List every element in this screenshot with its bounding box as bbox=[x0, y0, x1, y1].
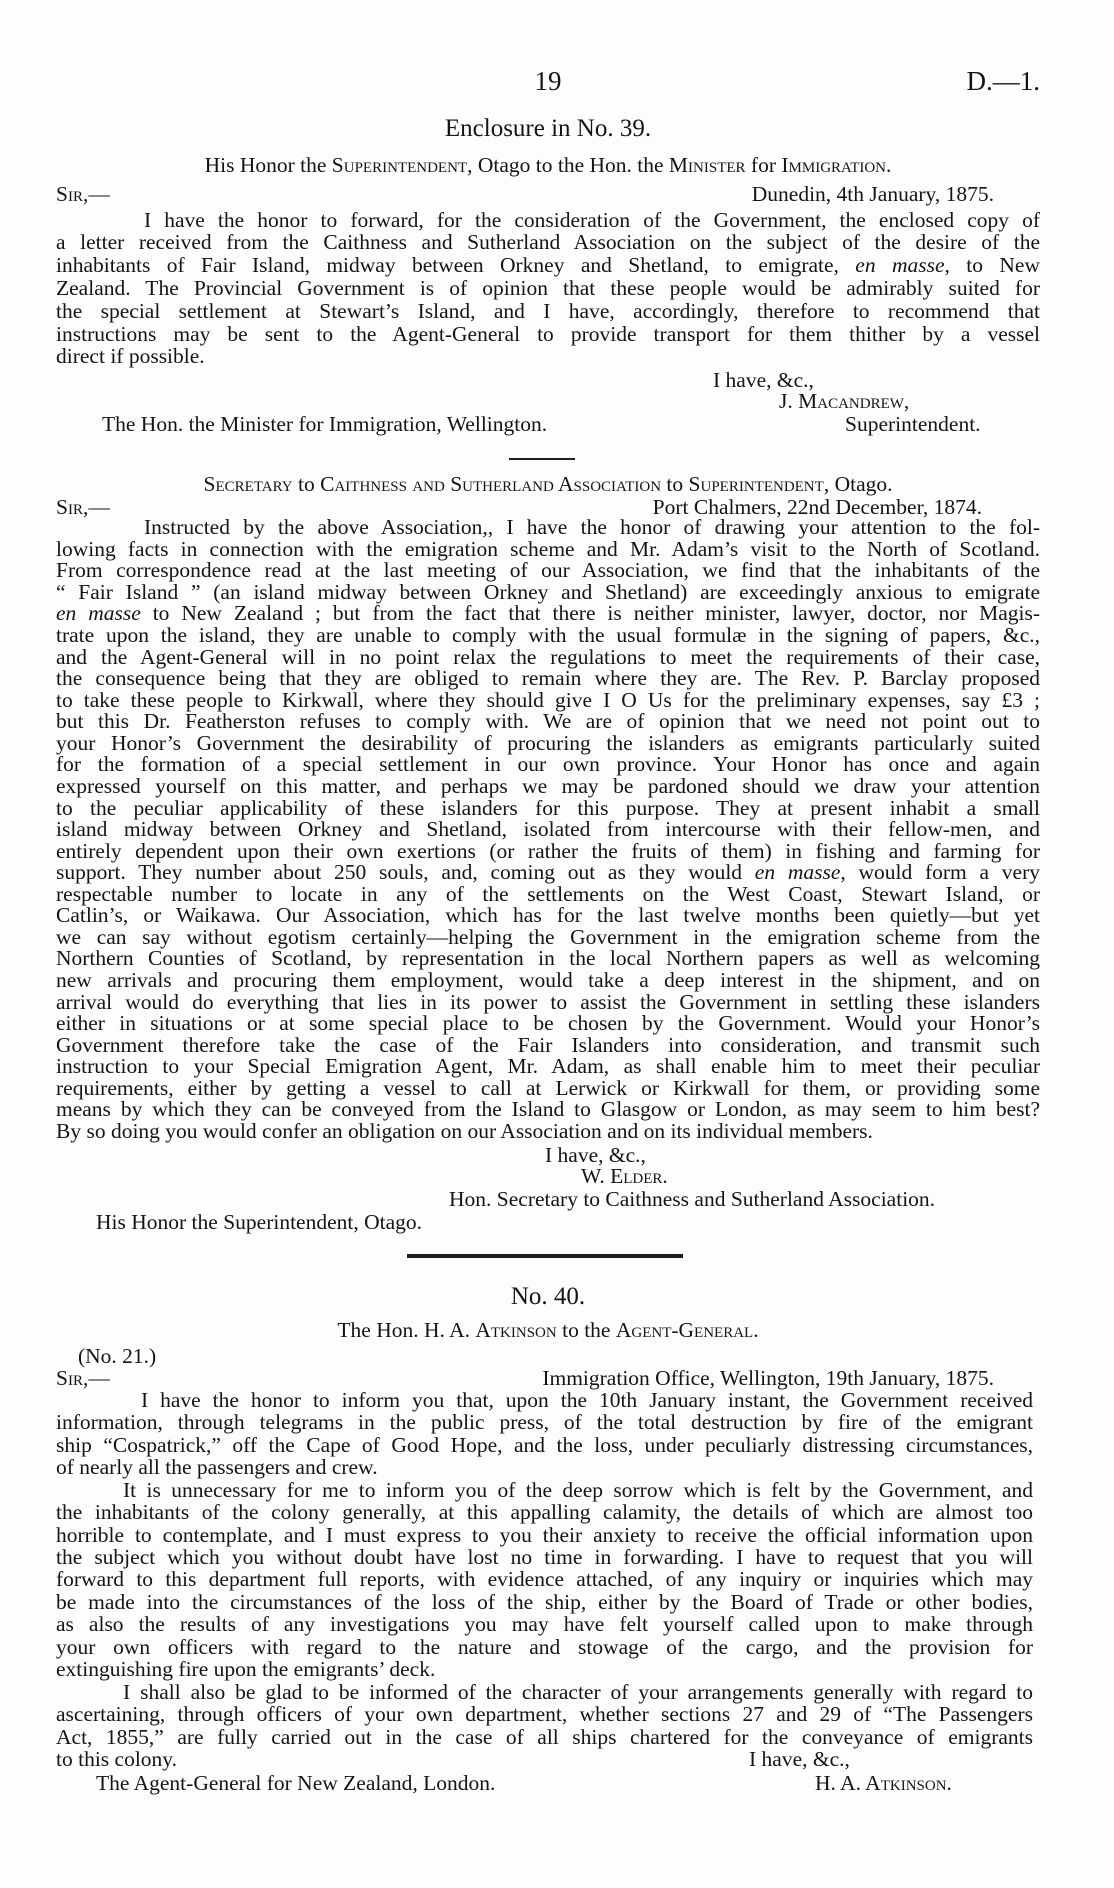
text-line: Instructed by the above Association,, I have the honor of drawing your attention to the fol- bbox=[144, 515, 1040, 540]
small-caps-text: Superintendent bbox=[688, 472, 824, 496]
text-line: Zealand. The Provincial Government is of opinion that these people would be admirably suited for bbox=[56, 275, 1040, 300]
closing: I have, &c., bbox=[545, 1143, 646, 1167]
text-run: , would form a very bbox=[840, 860, 1040, 885]
addressee: The Hon. the Minister for Immigration, Wellington. bbox=[102, 412, 548, 436]
text-line: By so doing you would confer an obligation on our Association and on its individual members. bbox=[56, 1118, 873, 1143]
small-caps-text: Agent-General bbox=[615, 1318, 754, 1342]
text-line: direct if possible. bbox=[56, 344, 205, 369]
small-caps-text: Minister bbox=[668, 153, 746, 177]
place-date: Port Chalmers, 22nd December, 1874. bbox=[652, 495, 982, 519]
text-line: Catlin’s, or Waikawa. Our Association, which has for the last twelve months been quietly—but yet bbox=[56, 903, 1040, 928]
text-line bbox=[56, 603, 1040, 625]
text-line: a letter received from the Caithness and Sutherland Association on the subject of the desire of the bbox=[56, 230, 1040, 255]
place-date: Immigration Office, Wellington, 19th January, 1875. bbox=[542, 1366, 994, 1390]
signer-title: Superintendent. bbox=[845, 412, 981, 436]
closing: I have, &c., bbox=[749, 1747, 850, 1772]
text-line: for the formation of a special settlement in our own province. Your Honor has once and again bbox=[56, 752, 1040, 777]
text-line: respectable number to locate in any of the settlements on the West Coast, Stewart Island, or bbox=[56, 881, 1040, 906]
text-line: I have the honor to forward, for the consideration of the Government, the enclosed copy of bbox=[144, 207, 1040, 232]
small-caps-text: Superintendent bbox=[331, 153, 468, 177]
letter-paragraph bbox=[56, 1681, 1033, 1771]
text-line: Northern Counties of Scotland, by representation in the local Northern papers as well as welcoming bbox=[56, 946, 1040, 971]
text-line: to take these people to Kirkwall, where they should give I O Us for the preliminary expenses, say £3 ; bbox=[56, 687, 1040, 712]
letter-reference: (No. 21.) bbox=[78, 1344, 157, 1368]
letter-paragraph bbox=[56, 1389, 1033, 1479]
text-line: From correspondence read at the last meeting of our Association, we find that the inhabitants of the bbox=[56, 558, 1040, 583]
text-line: to the peculiar applicability of these islanders for this purpose. They at present inhabit a small bbox=[56, 795, 1040, 820]
letter-heading bbox=[56, 1319, 1040, 1341]
text-run: to bbox=[661, 472, 689, 496]
small-caps-text: Atkinson bbox=[475, 1318, 557, 1342]
text-line: instructions may be sent to the Agent-General to provide transport for them thither by a vessel bbox=[56, 321, 1040, 346]
text-line: arrival would do everything that lies in its power to assist the Government in settling these islanders bbox=[56, 989, 1040, 1014]
text-run: . bbox=[753, 1318, 759, 1342]
text-line: new arrivals and procuring them employment, would take a deep interest in the shipment, and on bbox=[56, 968, 1040, 992]
text-line: and the Agent-General will in no point relax the regulations to meet the requirements of their case, bbox=[56, 644, 1040, 669]
salutation: Sir,— bbox=[56, 495, 110, 519]
text-line: Act, 1855,” are fully carried out in the case of all ships chartered for the conveyance of emigrants bbox=[56, 1724, 1033, 1749]
text-line: your Honor’s Government the desirability of procuring the islanders as emigrants particularly suited bbox=[56, 730, 1040, 755]
text-run: support. They number about 250 souls, and, coming out as they would bbox=[56, 860, 755, 885]
signature: H. A. Atkinson. bbox=[815, 1771, 952, 1795]
text-line: expressed yourself on this matter, and perhaps we may be pardoned should we draw your attention bbox=[56, 773, 1040, 798]
letter-heading bbox=[56, 473, 1040, 495]
small-caps-text: Secretary bbox=[203, 472, 293, 496]
text-line bbox=[56, 862, 1040, 884]
salutation-row bbox=[56, 183, 1040, 205]
letter-heading bbox=[56, 154, 1040, 176]
section-title: No. 40. bbox=[510, 1283, 586, 1310]
text-run: . bbox=[886, 153, 892, 177]
text-line: but this Dr. Featherston refuses to comply with. We are of opinion that we need not point out to bbox=[56, 709, 1040, 734]
text-line: means by which they can be conveyed from the Island to Glasgow or London, as may seem to him best? bbox=[56, 1097, 1040, 1122]
small-caps-text: Immigration bbox=[781, 153, 887, 177]
italic-text: en masse bbox=[754, 860, 841, 885]
text-run: to New Zealand ; but from the fact that there is neither minister, lawyer, doctor, nor Magis- bbox=[140, 601, 1040, 626]
salutation: Sir,— bbox=[56, 1366, 110, 1390]
addressee: The Agent-General for New Zealand, London. bbox=[96, 1771, 496, 1795]
text-run: , Otago to the Hon. the bbox=[467, 153, 669, 177]
text-line: to this colony. bbox=[56, 1747, 178, 1772]
place-date: Dunedin, 4th January, 1875. bbox=[751, 182, 994, 206]
text-line: the inhabitants of the colony generally, at this appalling calamity, the details of which are almost too bbox=[56, 1500, 1033, 1525]
italic-text: en masse bbox=[855, 253, 945, 278]
salutation: Sir,— bbox=[56, 182, 110, 206]
letter-body bbox=[56, 517, 1040, 1142]
text-line: instruction to your Special Emigration Agent, Mr. Adam, as shall enable him to meet their peculiar bbox=[56, 1054, 1040, 1079]
text-line: I have the honor to inform you that, upon the 10th January instant, the Government received bbox=[141, 1387, 1033, 1412]
text-line: ship “Cospatrick,” off the Cape of Good Hope, and the loss, under peculiarly distressing circumstances, bbox=[56, 1432, 1033, 1457]
text-line: island midway between Orkney and Shetland, isolated from intercourse with their fellow-men, and bbox=[56, 817, 1040, 842]
addressee: His Honor the Superintendent, Otago. bbox=[96, 1210, 423, 1234]
text-line: “ Fair Island ” (an island midway between Orkney and Shetland) are exceedingly anxious to emigrate bbox=[56, 579, 1040, 604]
text-line: of nearly all the passengers and crew. bbox=[56, 1455, 378, 1480]
text-run: inhabitants of Fair Island, midway between Orkney and Shetland, to emigrate, bbox=[56, 253, 856, 278]
page-number: 19 bbox=[534, 66, 562, 96]
signer-title: Hon. Secretary to Caithness and Sutherland Association. bbox=[449, 1187, 936, 1211]
text-line: lowing facts in connection with the emigration scheme and Mr. Adam’s visit to the North of Scotland. bbox=[56, 536, 1040, 561]
text-line: the special settlement at Stewart’s Island, and I have, accordingly, therefore to recommend that bbox=[56, 298, 1040, 323]
text-run: The Hon. H. A. bbox=[337, 1318, 476, 1342]
signature: W. Elder. bbox=[581, 1164, 668, 1188]
signature: J. Macandrew, bbox=[779, 389, 910, 413]
text-line: your own officers with regard to the nature and stowage of the cargo, and the provision for bbox=[56, 1634, 1033, 1659]
text-line: forward to this department full reports, with evidence attached, of any inquiry or inquiries which may bbox=[56, 1567, 1033, 1592]
text-line: extinguishing fire upon the emigrants’ deck. bbox=[56, 1657, 436, 1682]
small-caps-text: Caithness and Sutherland Association bbox=[320, 472, 662, 496]
document-reference: D.—1. bbox=[966, 66, 1040, 96]
text-line: information, through telegrams in the public press, of the total destruction by fire of the emigrant bbox=[56, 1410, 1033, 1435]
text-line: as also the results of any investigations you may have felt yourself called upon to make through bbox=[56, 1612, 1033, 1637]
text-line: entirely dependent upon their own exertions (or rather the fruits of them) in fishing and farming for bbox=[56, 838, 1040, 863]
salutation-row bbox=[56, 1367, 1040, 1389]
closing: I have, &c., bbox=[713, 368, 814, 392]
letter-body bbox=[56, 209, 1040, 369]
text-run: for bbox=[745, 153, 782, 177]
text-line: I shall also be glad to be informed of the character of your arrangements generally with regard to bbox=[123, 1679, 1033, 1704]
text-line: horrible to contemplate, and I must express to you their anxiety to receive the official information upon bbox=[56, 1522, 1033, 1547]
text-line: It is unnecessary for me to inform you of the deep sorrow which is felt by the Government, and bbox=[123, 1477, 1033, 1502]
text-line: either in situations or at some special place to be chosen by the Government. Would your Honor’s bbox=[56, 1011, 1040, 1036]
text-run: His Honor the bbox=[204, 153, 332, 177]
italic-text: en masse bbox=[56, 601, 141, 626]
text-line: trate upon the island, they are unable to comply with the usual formulæ in the signing of papers, &c., bbox=[56, 623, 1040, 647]
text-run: , Otago. bbox=[823, 472, 893, 496]
enclosure-title: Enclosure in No. 39. bbox=[444, 115, 652, 142]
text-line: requirements, either by getting a vessel to call at Lerwick or Kirkwall for them, or providing some bbox=[56, 1075, 1040, 1100]
text-line bbox=[56, 254, 1040, 277]
section-divider-thick bbox=[407, 1254, 683, 1258]
text-line: be made into the circumstances of the loss of the ship, either by the Board of Trade or other bodies, bbox=[56, 1589, 1033, 1614]
text-run: to the bbox=[556, 1318, 616, 1342]
text-run: to bbox=[292, 472, 321, 496]
text-run: , to New bbox=[944, 253, 1040, 278]
text-line: Government therefore take the case of the Fair Islanders into consideration, and transmit such bbox=[56, 1032, 1040, 1057]
letter-paragraph bbox=[56, 1479, 1033, 1681]
text-line: the consequence being that they are obliged to remain where they are. The Rev. P. Barclay proposed bbox=[56, 666, 1040, 691]
section-divider bbox=[509, 458, 575, 460]
text-line: ascertaining, through officers of your own department, whether sections 27 and 29 of “The Passengers bbox=[56, 1702, 1033, 1727]
text-line: we can say without egotism certainly—helping the Government in the emigration scheme from the bbox=[56, 924, 1040, 949]
text-line: the subject which you without doubt have lost no time in forwarding. I have to request that you will bbox=[56, 1544, 1033, 1569]
